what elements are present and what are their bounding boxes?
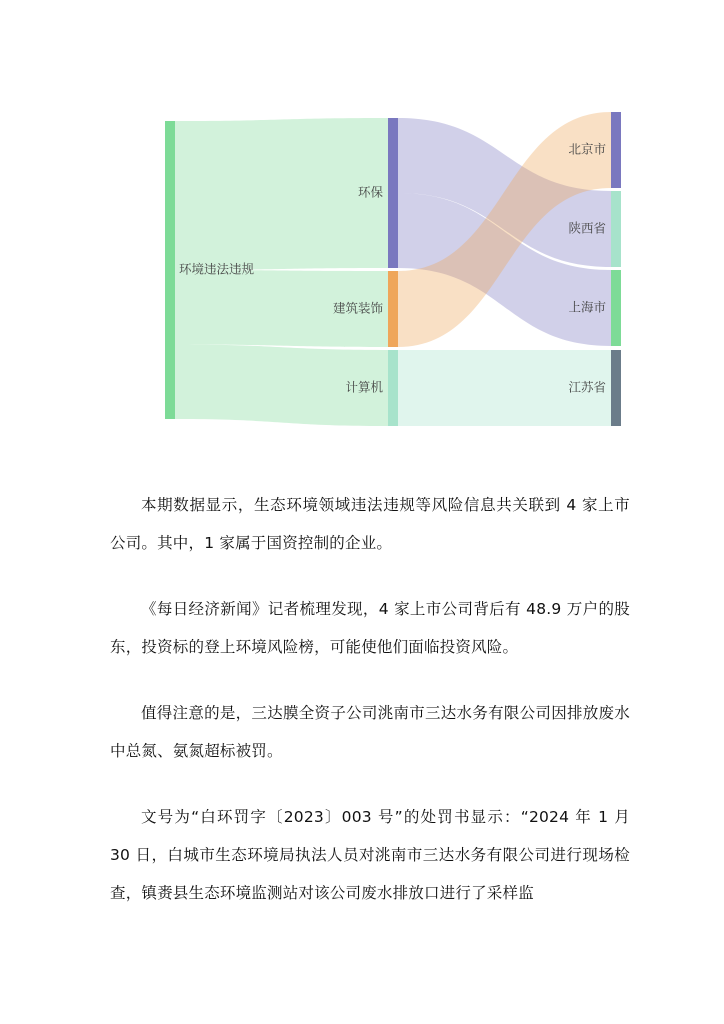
article-paragraph-1: 本期数据显示，生态环境领域违法违规等风险信息共关联到 4 家上市公司。其中，1 家属于国资控制的企业。 <box>110 496 630 552</box>
sankey-node-beijing <box>611 112 621 188</box>
sankey-label-jiangsu: 江苏省 <box>568 379 606 395</box>
sankey-label-violation: 环境违法违规 <box>179 261 255 277</box>
sankey-label-build: 建筑装饰 <box>332 300 383 316</box>
article-paragraph-2: 《每日经济新闻》记者梳理发现，4 家上市公司背后有 48.9 万户的股东，投资标的登上环境风险榜，可能使他们面临投资风险。 <box>110 600 630 656</box>
article-paragraph-3: 值得注意的是，三达膜全资子公司洮南市三达水务有限公司因排放废水中总氮、氨氮超标被罚。 <box>110 704 630 760</box>
article-paragraph-4: 文号为“白环罚字〔2023〕003 号”的处罚书显示：“2024 年 1 月 30 日，白城市生态环境局执法人员对洮南市三达水务有限公司进行现场检查，镇赉县生态环境监测站对该公司废水排放口进行了采样监 <box>110 808 630 902</box>
sankey-label-beijing: 北京市 <box>568 141 606 157</box>
sankey-node-shaanxi <box>611 191 621 267</box>
sankey-label-env: 环保 <box>357 184 383 200</box>
sankey-node-env <box>388 118 398 268</box>
sankey-label-shanghai: 上海市 <box>568 299 606 315</box>
sankey-link-violation-env <box>175 118 388 270</box>
sankey-node-build <box>388 271 398 347</box>
sankey-node-computer <box>388 350 398 426</box>
sankey-node-jiangsu <box>611 350 621 426</box>
sankey-node-violation <box>165 121 175 419</box>
sankey-node-shanghai <box>611 270 621 346</box>
sankey-label-computer: 计算机 <box>345 379 383 395</box>
sankey-label-shaanxi: 陕西省 <box>568 220 606 236</box>
article-body <box>110 486 630 940</box>
sankey-chart <box>0 0 724 470</box>
